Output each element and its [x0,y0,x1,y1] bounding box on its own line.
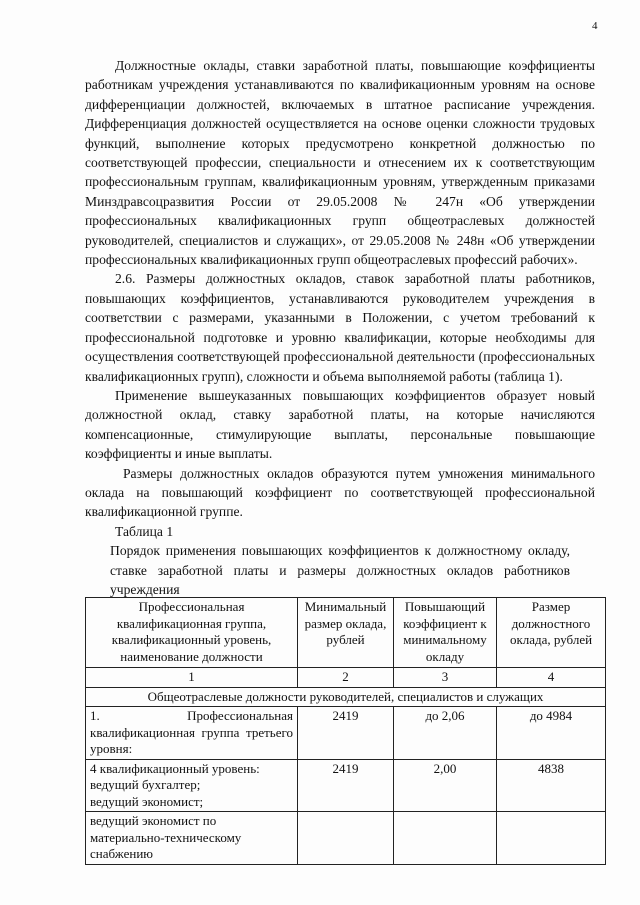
row-salary: до 4984 [497,707,606,760]
row-name [86,759,298,812]
row-name-line: ведущий бухгалтер; [90,777,201,792]
column-number: 2 [298,668,394,688]
row-coefficient: до 2,06 [394,707,497,760]
page-number: 4 [592,20,598,32]
row-coefficient [394,812,497,865]
table-row [86,759,606,812]
table-section-row [86,687,606,707]
row-name-line: 4 квалификационный уровень: [90,760,260,776]
row-name: 1. Профессиональная квалификационная группа третьего уровня: [86,707,298,760]
row-name: ведущий экономист по материально-техническому снабжению [86,812,298,865]
paragraph-2: 2.6. Размеры должностных окладов, ставок заработной платы работников, повышающих коэффициентов, устанавливаются руководителем учреждения в соответствии с размерами, указанными в Положении, с учетом требований к профессиональной подготовке и уровню квалификации, которые необходимы для осуществления соответствующей профессиональной деятельности (профессиональных квалификационных групп), сложности и объема выполняемой работы (таблица 1). [85,271,595,384]
column-number: 1 [86,668,298,688]
row-name-line: ведущий экономист; [90,793,204,809]
header-min-salary: Минимальный размер оклада, рублей [298,598,394,668]
document-body [85,56,595,599]
row-salary: 4838 [497,759,606,812]
paragraph-1: Должностные оклады, ставки заработной платы, повышающие коэффициенты работникам учреждения устанавливаются по квалификационным уровням на основе дифференциации должностей, включаемых в штатное расписание учреждения. Дифференциация должностей осуществляется на основе оценки сложности трудовых функций, выполнение которых предусмотрено конкретной должностью по соответствующей профессии, специальности и отнесением их к соответствующим профессиональным группам, квалификационным уровням, утвержденным приказами Минздравсоцразвития России от 29.05.2008 № 247н «Об утверждении профессиональных квалификационных групп общеотраслевых должностей руководителей, специалистов и служащих», от 29.05.2008 № 248н «Об утверждении профессиональных квалификационных групп общеотраслевых профессий рабочих». [85,58,595,268]
paragraph-4: Размеры должностных окладов образуются путем умножения минимального оклада на повышающий коэффициент по соответствующей профессиональной квалификационной группе. [85,465,595,520]
salary-table [85,597,606,865]
column-number: 4 [497,668,606,688]
table-label: Таблица 1 [115,523,174,539]
row-min-salary: 2419 [298,759,394,812]
table-header-row [86,598,606,668]
section-title: Общеотраслевые должности руководителей, специалистов и служащих [86,687,606,707]
row-coefficient: 2,00 [394,759,497,812]
table-row [86,707,606,760]
row-min-salary: 2419 [298,707,394,760]
row-min-salary [298,812,394,865]
row-salary [497,812,606,865]
header-salary-size: Размер должностного оклада, рублей [497,598,606,668]
table-row [86,812,606,865]
paragraph-3: Применение вышеуказанных повышающих коэффициентов образует новый должностной оклад, ставку заработной платы, на которые начисляются компенсационные, стимулирующие выплаты, персональные повышающие коэффициенты и иные выплаты. [85,387,595,462]
table-title: Порядок применения повышающих коэффициентов к должностному окладу, ставке заработной платы и размеры должностных окладов работников учреждения [110,543,570,597]
column-number: 3 [394,668,497,688]
header-coefficient: Повышающий коэффициент к минимальному окладу [394,598,497,668]
table-column-numbers-row [86,668,606,688]
header-qualification-group: Профессиональная квалификационная группа, квалификационный уровень, наименование должности [86,598,298,668]
